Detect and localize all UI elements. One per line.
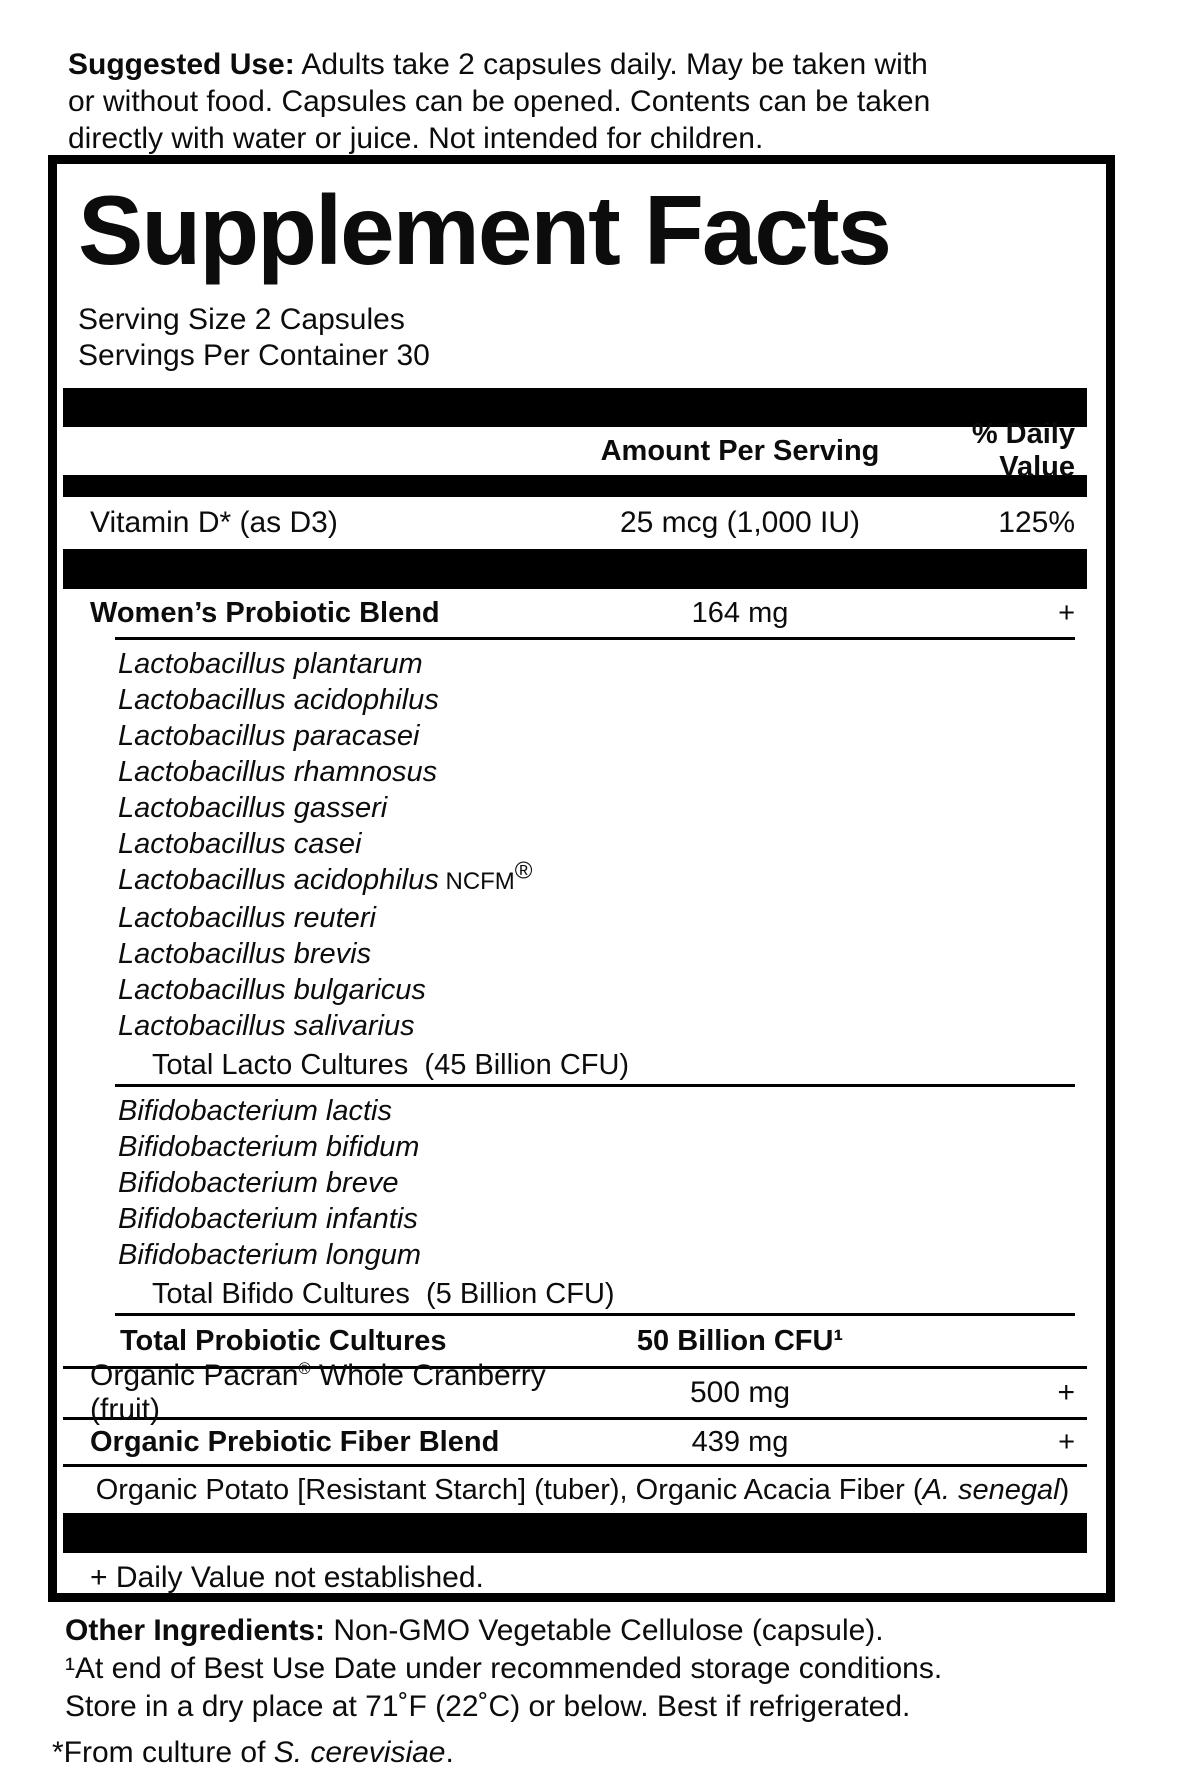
species-item [118,1129,1075,1165]
rule-line [115,637,1075,640]
species-name: Lactobacillus rhamnosus [118,756,438,788]
vitamin-d-amount: 25 mcg (1,000 IU) [619,506,861,539]
species-item [118,754,1075,790]
probiotic-blend-name: Women’s Probiotic Blend [90,596,440,629]
suggested-use-text: Adults take 2 capsules daily. May be taken with or without food. Capsules can be opened. Contents can be taken directly with water or juice. Not intended for children. [68,48,931,155]
species-item [118,1008,1075,1044]
species-name: Bifidobacterium lactis [118,1095,392,1127]
species-name: Lactobacillus casei [118,828,362,860]
species-item [118,790,1075,826]
best-use-footnote: ¹At end of Best Use Date under recommended storage conditions. [65,1652,943,1685]
column-header-amount: Amount Per Serving [600,434,880,467]
species-item [118,646,1075,682]
cranberry-name [90,1359,585,1427]
registered-trademark-symbol: ® [514,857,533,885]
cranberry-name-suffix: Whole Cranberry (fruit) [90,1359,546,1426]
serving-size: Serving Size 2 Capsules [78,303,405,336]
species-name: Lactobacillus acidophilus [118,684,439,716]
column-header-row [57,418,1106,483]
species-strain-suffix: NCFM [438,868,515,895]
species-name: Bifidobacterium bifidum [118,1131,420,1163]
species-item [118,1165,1075,1201]
species-name: Lactobacillus acidophilus [118,864,439,896]
cranberry-name-text: Organic Pacran [90,1359,299,1392]
species-name: Lactobacillus salivarius [118,1010,415,1042]
species-item [118,936,1075,972]
species-name: Lactobacillus reuteri [118,902,376,934]
label-footnotes [52,1612,943,1772]
species-name: Lactobacillus plantarum [118,648,423,680]
species-name: Lactobacillus gasseri [118,792,388,824]
column-header-daily-value: % Daily Value [971,418,1075,483]
species-item [118,1237,1075,1273]
species-item [118,718,1075,754]
culture-footnote-text: *From culture of [52,1736,274,1769]
total-bifido-cultures: Total Bifido Cultures (5 Billion CFU) [152,1278,615,1310]
total-lacto-cultures: Total Lacto Cultures (45 Billion CFU) [152,1049,630,1081]
servings-per-container: Servings Per Container 30 [78,339,430,372]
culture-footnote [52,1734,942,1772]
species-item [118,1093,1075,1129]
total-probiotic-amount: 50 Billion CFU¹ [636,1324,844,1357]
species-item [118,682,1075,718]
fiber-blend-daily-value: + [1058,1425,1075,1458]
separator-bar-thick [63,549,1087,589]
fiber-blend-row [57,1420,1106,1464]
species-name: Lactobacillus bulgaricus [118,974,426,1006]
panel-title: Supplement Facts [78,175,891,285]
cranberry-amount: 500 mg [689,1376,791,1409]
other-ingredients-text: Non-GMO Vegetable Cellulose (capsule). [325,1614,884,1647]
species-item [118,826,1075,862]
species-item [118,1201,1075,1237]
species-name: Lactobacillus brevis [118,938,372,970]
fiber-sub-species: A. senegal [922,1473,1060,1506]
species-item-ncfm [118,857,1075,900]
fiber-sub-text: Organic Potato [Resistant Starch] (tuber), Organic Acacia Fiber ( [95,1473,923,1506]
probiotic-blend-row [57,589,1106,637]
species-name: Bifidobacterium breve [118,1167,399,1199]
registered-trademark-symbol: ® [298,1360,311,1378]
rule-line [115,1084,1075,1087]
species-name: Bifidobacterium longum [118,1239,422,1271]
supplement-facts-panel [48,155,1115,1602]
vitamin-d-name: Vitamin D* (as D3) [90,506,338,539]
fiber-blend-name: Organic Prebiotic Fiber Blend [90,1425,500,1458]
species-name: Lactobacillus paracasei [118,720,420,752]
fiber-blend-amount: 439 mg [691,1425,789,1458]
species-item [118,900,1075,936]
suggested-use-label: Suggested Use: [68,48,295,81]
probiotic-blend-amount: 164 mg [691,596,789,629]
fiber-sub-ingredients [57,1467,1106,1513]
species-item [118,972,1075,1008]
lacto-species-list [118,646,1106,1044]
separator-bar-thick [63,1513,1087,1553]
suggested-use-paragraph [68,46,948,157]
bifido-species-list [118,1093,1106,1273]
cranberry-row [57,1359,1106,1426]
fiber-sub-close: ) [1059,1473,1070,1506]
total-probiotic-name: Total Probiotic Cultures [120,1324,447,1357]
other-ingredients-line [65,1612,942,1650]
other-ingredients-label: Other Ingredients: [65,1614,326,1647]
cranberry-daily-value: + [1057,1376,1075,1409]
vitamin-d-daily-value: 125% [998,506,1075,539]
culture-footnote-period: . [445,1736,454,1769]
probiotic-blend-daily-value: + [1058,596,1075,629]
storage-footnote: Store in a dry place at 71˚F (22˚C) or below. Best if refrigerated. [65,1690,911,1723]
species-name: Bifidobacterium infantis [118,1203,418,1235]
culture-species: S. cerevisiae [273,1736,446,1769]
vitamin-d-row [57,497,1106,549]
daily-value-footnote: + Daily Value not established. [90,1561,484,1594]
